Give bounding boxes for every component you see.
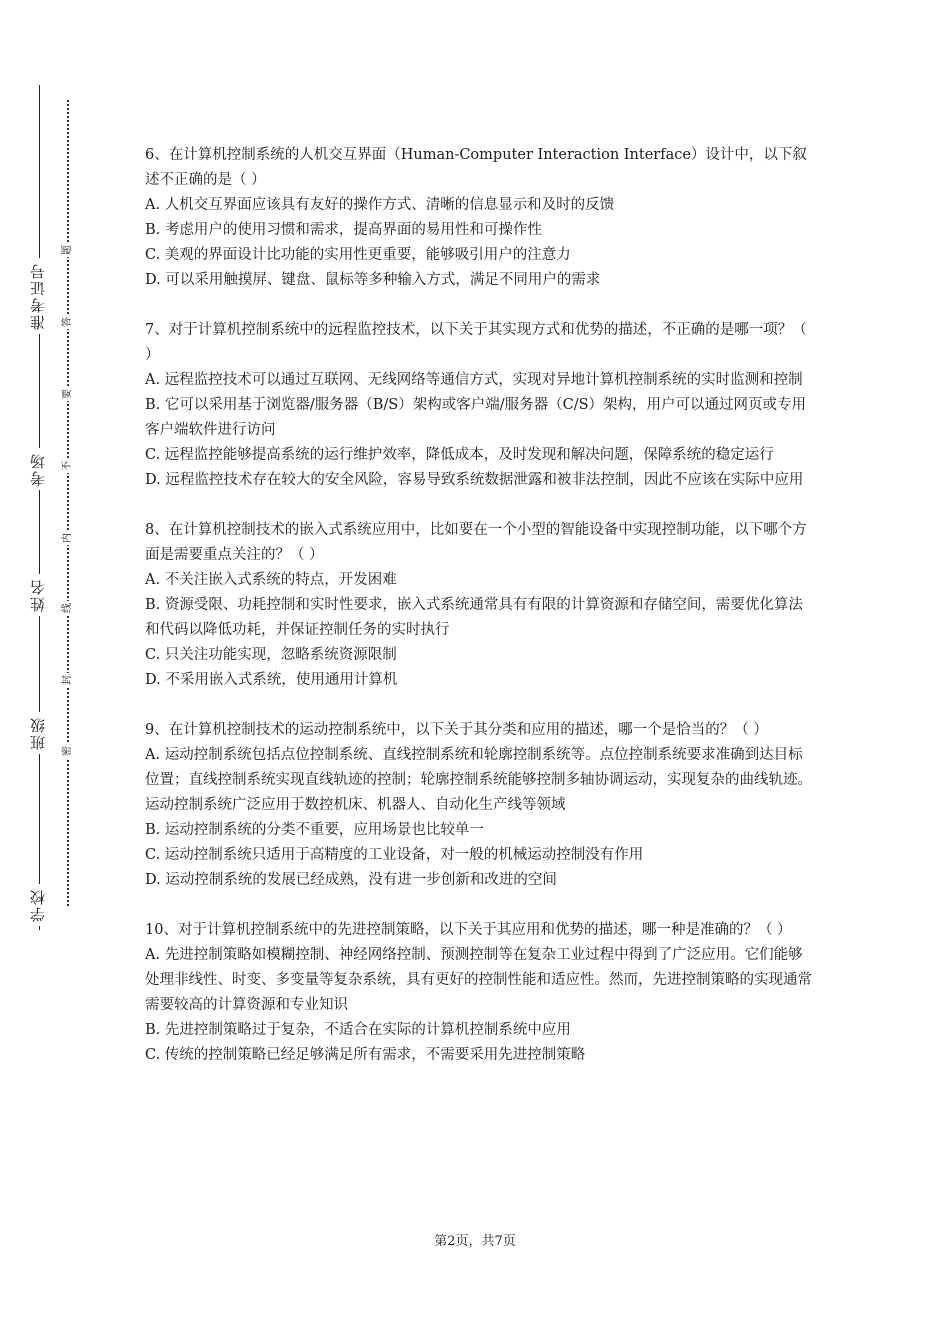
option-a: A. 远程监控技术可以通过互联网、无线网络等通信方式，实现对异地计算机控制系统的实时监测和控制 bbox=[145, 372, 803, 388]
name-label: 姓名 bbox=[27, 574, 53, 616]
question-list bbox=[145, 143, 813, 1093]
option-a: A. 人机交互界面应该具有友好的操作方式、清晰的信息显示和及时的反馈 bbox=[145, 197, 615, 213]
question-7 bbox=[145, 318, 813, 493]
seal-word: 密 bbox=[62, 746, 73, 756]
question-stem: 7、对于计算机控制系统中的远程监控技术，以下关于其实现方式和优势的描述，不正确的是哪一项？（ ） bbox=[145, 322, 807, 363]
exam-room-label: 考场 bbox=[27, 448, 53, 490]
option-d: D. 运动控制系统的发展已经成熟，没有进一步创新和改进的空间 bbox=[145, 872, 557, 888]
page-number-footer: 第2页，共7页 bbox=[434, 1234, 516, 1249]
seal-word: 内 bbox=[62, 533, 73, 543]
question-stem: 6、在计算机控制系统的人机交互界面（Human-Computer Interaction Interface）设计中，以下叙述不正确的是（ ） bbox=[145, 147, 807, 188]
seal-word: 封 bbox=[62, 675, 73, 685]
binding-solid-line bbox=[39, 85, 40, 930]
option-c: C. 只关注功能实现，忽略系统资源限制 bbox=[145, 647, 397, 663]
option-b: B. 考虑用户的使用习惯和需求，提高界面的易用性和可操作性 bbox=[145, 222, 542, 238]
option-d: D. 可以采用触摸屏、键盘、鼠标等多种输入方式，满足不同用户的需求 bbox=[145, 272, 601, 288]
binding-margin bbox=[0, 0, 110, 1344]
question-6 bbox=[145, 143, 813, 293]
option-c: C. 传统的控制策略已经足够满足所有需求，不需要采用先进控制策略 bbox=[145, 1047, 586, 1063]
option-d: D. 远程监控技术存在较大的安全风险，容易导致系统数据泄露和被非法控制，因此不应该在实际中应用 bbox=[145, 472, 804, 488]
option-b: B. 先进控制策略过于复杂，不适合在实际的计算机控制系统中应用 bbox=[145, 1022, 571, 1038]
option-a: A. 先进控制策略如模糊控制、神经网络控制、预测控制等在复杂工业过程中得到了广泛应用。它们能够处理非线性、时变、多变量等复杂系统，具有更好的控制性能和适应性。然而，先进控制策略的实现通常需要较高的计算资源和专业知识 bbox=[145, 947, 812, 1013]
question-stem: 8、在计算机控制技术的嵌入式系统应用中，比如要在一个小型的智能设备中实现控制功能，以下哪个方面是需要重点关注的？（ ） bbox=[145, 522, 807, 563]
option-d: D. 不采用嵌入式系统，使用通用计算机 bbox=[145, 672, 398, 688]
seal-word: 答 bbox=[62, 317, 73, 327]
option-c: C. 美观的界面设计比功能的实用性更重要，能够吸引用户的注意力 bbox=[145, 247, 571, 263]
question-stem: 10、对于计算机控制系统中的先进控制策略，以下关于其应用和优势的描述，哪一种是准确的？（ ） bbox=[145, 922, 792, 938]
class-label: 班级 bbox=[27, 712, 53, 754]
option-b: B. 运动控制系统的分类不重要，应用场景也比较单一 bbox=[145, 822, 484, 838]
option-c: C. 运动控制系统只适用于高精度的工业设备，对一般的机械运动控制没有作用 bbox=[145, 847, 644, 863]
seal-word: 不 bbox=[62, 461, 73, 471]
question-9 bbox=[145, 718, 813, 893]
question-stem: 9、在计算机控制技术的运动控制系统中，以下关于其分类和应用的描述，哪一个是恰当的？（ ） bbox=[145, 722, 768, 738]
exam-number-label: 准考证号 bbox=[27, 258, 53, 334]
option-b: B. 它可以采用基于浏览器/服务器（B/S）架构或客户端/服务器（C/S）架构，用户可以通过网页或专用客户端软件进行访问 bbox=[145, 397, 807, 438]
question-8 bbox=[145, 518, 813, 693]
school-label: 学校 bbox=[27, 884, 53, 926]
option-b: B. 资源受限、功耗控制和实时性要求，嵌入式系统通常具有有限的计算资源和存储空间，需要优化算法和代码以降低功耗，并保证控制任务的实时执行 bbox=[145, 597, 803, 638]
option-a: A. 运动控制系统包括点位控制系统、直线控制系统和轮廓控制系统等。点位控制系统要求准确到达目标位置；直线控制系统实现直线轨迹的控制；轮廓控制系统能够控制多轴协调运动，实现复杂的曲线轨迹。运动控制系统广泛应用于数控机床、机器人、自动化生产线等领域 bbox=[145, 747, 812, 813]
binding-dotted-line bbox=[67, 100, 69, 906]
seal-word: 要 bbox=[62, 389, 73, 399]
option-a: A. 不关注嵌入式系统的特点，开发困难 bbox=[145, 572, 397, 588]
seal-word: 题 bbox=[62, 245, 73, 255]
question-10 bbox=[145, 918, 813, 1068]
seal-word: 线 bbox=[62, 603, 73, 613]
option-c: C. 远程监控能够提高系统的运行维护效率，降低成本，及时发现和解决问题，保障系统的稳定运行 bbox=[145, 447, 774, 463]
